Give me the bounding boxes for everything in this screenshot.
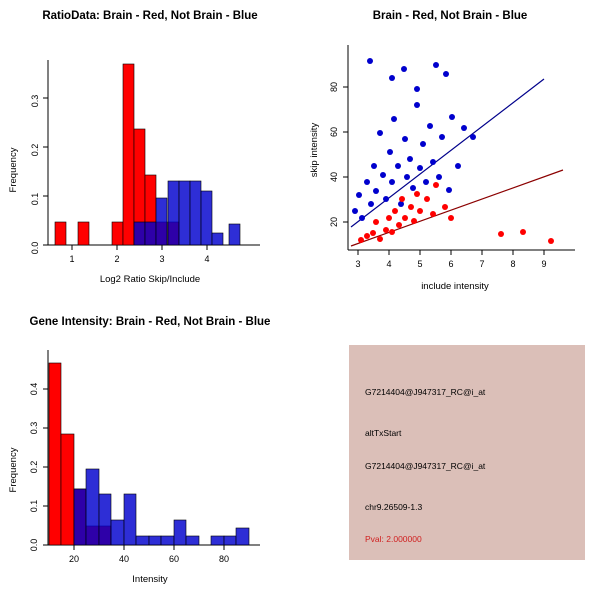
- scatter-trend-notbrain: [351, 79, 544, 227]
- hist-intensity-xlabel: Intensity: [132, 574, 168, 585]
- svg-text:80: 80: [329, 81, 339, 93]
- svg-text:6: 6: [448, 259, 454, 269]
- svg-text:40: 40: [329, 171, 339, 183]
- svg-text:0.0: 0.0: [30, 241, 40, 255]
- svg-text:0.1: 0.1: [30, 192, 40, 206]
- svg-text:9: 9: [541, 259, 547, 269]
- svg-text:3: 3: [355, 259, 361, 269]
- svg-text:1: 1: [69, 254, 75, 264]
- panel-scatter: [300, 0, 600, 300]
- hist-ratio-x-ticks: [69, 245, 209, 264]
- svg-text:20: 20: [68, 554, 80, 564]
- info-locus: chr9.26509-1.3: [365, 502, 423, 512]
- svg-text:40: 40: [118, 554, 130, 564]
- svg-text:0.3: 0.3: [29, 421, 39, 435]
- svg-text:60: 60: [329, 126, 339, 138]
- svg-text:80: 80: [218, 554, 230, 564]
- svg-text:0.1: 0.1: [29, 499, 39, 513]
- scatter-plot: [300, 0, 600, 300]
- svg-text:0.2: 0.2: [30, 143, 40, 157]
- svg-text:0.3: 0.3: [30, 94, 40, 108]
- hist-ratio-ylabel: Frequency: [8, 147, 19, 193]
- hist-intensity-title: Gene Intensity: Brain - Red, Not Brain - Blue: [29, 316, 271, 328]
- hist-intensity-ylabel: Frequency: [8, 447, 19, 493]
- scatter-points-brain: [358, 182, 554, 244]
- scatter-title: Brain - Red, Not Brain - Blue: [372, 10, 528, 22]
- hist-intensity-plot: [0, 300, 300, 600]
- svg-text:60: 60: [168, 554, 180, 564]
- info-gene-id: G7214404@J947317_RC@i_at: [365, 461, 486, 471]
- scatter-xlabel: include intensity: [421, 281, 489, 292]
- scatter-points-notbrain: [352, 58, 476, 221]
- hist-intensity-x-ticks: [69, 545, 229, 564]
- scatter-trend-brain: [351, 170, 563, 246]
- svg-text:3: 3: [159, 254, 165, 264]
- svg-text:2: 2: [114, 254, 120, 264]
- svg-text:7: 7: [479, 259, 485, 269]
- scatter-x-ticks: [355, 250, 546, 292]
- svg-text:4: 4: [386, 259, 392, 269]
- info-probe-id: G7214404@J947317_RC@i_at: [365, 387, 486, 397]
- info-pval: Pval: 2.000000: [365, 534, 422, 544]
- svg-text:0.4: 0.4: [29, 382, 39, 396]
- info-event-type: altTxStart: [365, 428, 402, 438]
- svg-text:5: 5: [417, 259, 423, 269]
- hist-intensity-bars-notbrain: [74, 469, 249, 545]
- svg-text:4: 4: [204, 254, 210, 264]
- hist-ratio-plot: [0, 0, 300, 300]
- svg-text:20: 20: [329, 216, 339, 228]
- svg-text:0.2: 0.2: [29, 460, 39, 474]
- scatter-y-ticks: [329, 82, 348, 227]
- panel-hist-intensity: [0, 300, 300, 600]
- hist-ratio-y-ticks: [30, 95, 48, 255]
- svg-text:0.0: 0.0: [29, 538, 39, 552]
- scatter-ylabel: skip intensity: [309, 122, 320, 178]
- panel-hist-ratio: [0, 0, 300, 300]
- hist-ratio-xlabel: Log2 Ratio Skip/Include: [99, 274, 201, 285]
- svg-text:8: 8: [510, 259, 516, 269]
- hist-ratio-title: RatioData: Brain - Red, Not Brain - Blue: [42, 10, 258, 22]
- hist-intensity-y-ticks: [29, 383, 48, 552]
- info-panel: [349, 345, 585, 560]
